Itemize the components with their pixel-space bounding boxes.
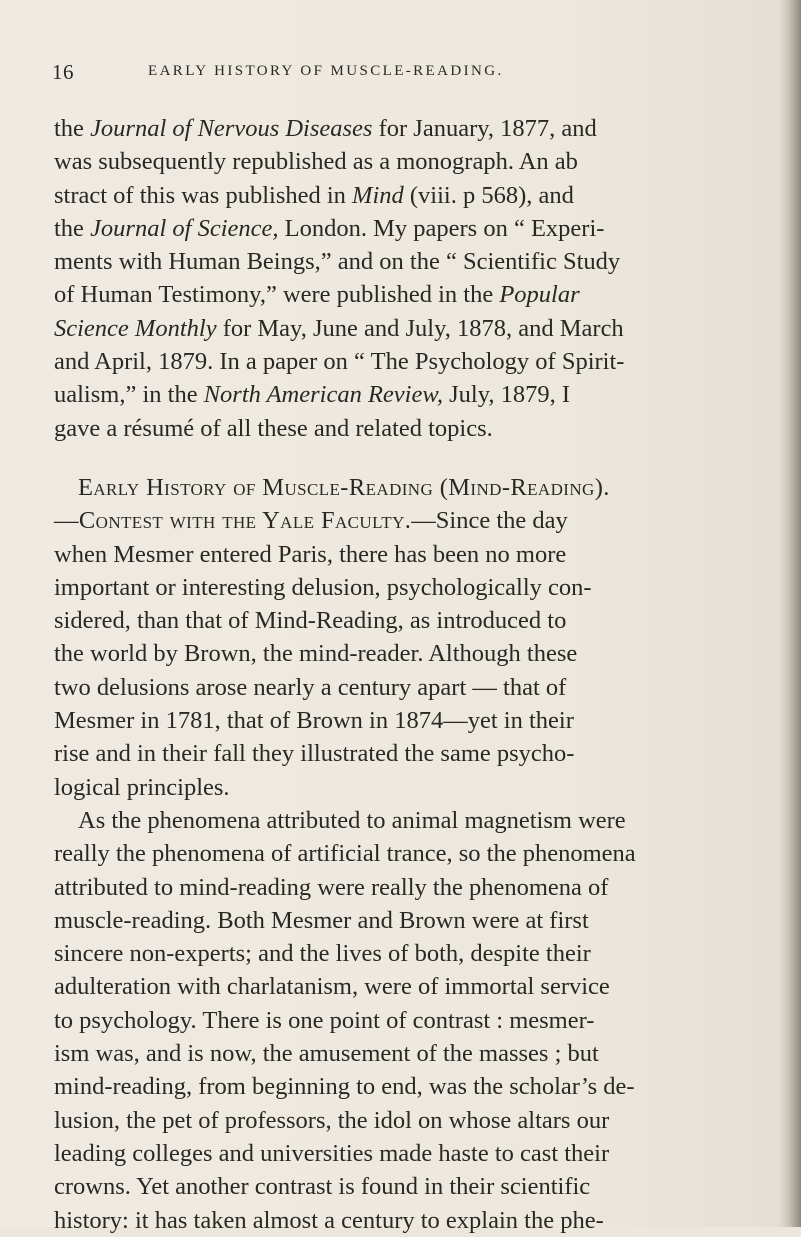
- page-number: 16: [52, 60, 74, 84]
- text-line: attributed to mind-reading were really the phenomena of: [54, 873, 609, 901]
- text-line: ism was, and is now, the amusement of the masses ; but: [54, 1040, 599, 1068]
- text-line: to psychology. There is one point of contrast : mesmer-: [54, 1006, 595, 1034]
- text-line: crowns. Yet another contrast is found in their scientific: [54, 1173, 591, 1201]
- text-line: the Journal of Science, London. My papers on “ Experi-: [54, 214, 605, 242]
- paragraph-2: [54, 471, 764, 804]
- running-title: EARLY HISTORY OF MUSCLE-READING.: [148, 63, 504, 79]
- text-line: history: it has taken almost a century to explain the phe-: [54, 1206, 604, 1234]
- text-line: was subsequently republished as a monograph. An ab: [54, 148, 578, 176]
- text-line: lusion, the pet of professors, the idol on whose altars our: [54, 1106, 610, 1134]
- text-line: and April, 1879. In a paper on “ The Psychology of Spirit-: [54, 348, 625, 376]
- text-line: really the phenomena of artificial trance, so the phenomena: [54, 840, 636, 868]
- text-line: stract of this was published in Mind (viii. p 568), and: [54, 181, 574, 209]
- body-text: [54, 112, 764, 1237]
- text-line: sidered, than that of Mind-Reading, as introduced to: [54, 607, 567, 635]
- section-subtitle: —Contest with the Yale Faculty.: [54, 507, 412, 535]
- text-line: sincere non-experts; and the lives of both, despite their: [54, 940, 591, 968]
- text-line: mind-reading, from beginning to end, was the scholar’s de-: [54, 1073, 635, 1101]
- section-title: Early History of Muscle-Reading (Mind-Reading).: [78, 473, 610, 501]
- text-line: two delusions arose nearly a century apart — that of: [54, 673, 567, 701]
- text-line: muscle-reading. Both Mesmer and Brown were at first: [54, 906, 589, 934]
- text-line: Science Monthly for May, June and July, 1878, and March: [54, 314, 624, 342]
- text-line: leading colleges and universities made haste to cast their: [54, 1139, 610, 1167]
- text-line: rise and in their fall they illustrated the same psycho-: [54, 740, 575, 768]
- text-line: —Contest with the Yale Faculty.—Since the day: [54, 507, 568, 535]
- text-line: ments with Human Beings,” and on the “ Scientific Study: [54, 248, 621, 276]
- text-line: As the phenomena attributed to animal magnetism were: [78, 806, 626, 834]
- paragraph-1: [54, 112, 764, 445]
- text-line: adulteration with charlatanism, were of immortal service: [54, 973, 610, 1001]
- text-line: ualism,” in the North American Review, July, 1879, I: [54, 381, 571, 409]
- page-header: [52, 60, 772, 90]
- text-line: gave a résumé of all these and related topics.: [54, 414, 493, 442]
- text-line: logical principles.: [54, 773, 230, 801]
- text-line: important or interesting delusion, psychologically con-: [54, 573, 592, 601]
- page-edge-shadow: [779, 0, 801, 1227]
- text-line: the world by Brown, the mind-reader. Although these: [54, 640, 578, 668]
- text-line: Mesmer in 1781, that of Brown in 1874—yet in their: [54, 707, 574, 735]
- paragraph-3: [54, 804, 764, 1237]
- text-line: of Human Testimony,” were published in the Popular: [54, 281, 580, 309]
- text-line: the Journal of Nervous Diseases for January, 1877, and: [54, 115, 597, 142]
- paragraph-gap: [54, 445, 764, 471]
- text-line: when Mesmer entered Paris, there has been no more: [54, 540, 567, 568]
